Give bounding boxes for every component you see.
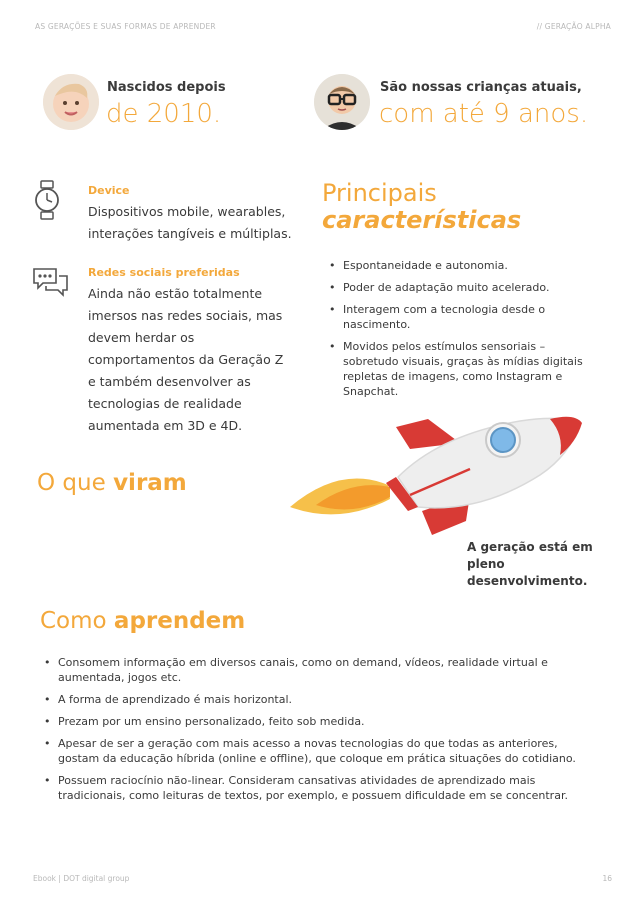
device-text: Dispositivos mobile, wearables, interações tangíveis e múltiplas. (88, 204, 292, 241)
what-they-saw-heading (37, 470, 187, 496)
rocket-caption: A geração está em pleno desenvolvimento. (467, 540, 593, 588)
running-header-right: // GERAÇÃO ALPHA (536, 22, 611, 31)
how-they-learn-list (42, 655, 602, 810)
list-item: • Poder de adaptação muito acelerado. (343, 280, 597, 295)
child-glasses-avatar (314, 74, 370, 130)
list-item: • Espontaneidade e autonomia. (343, 258, 597, 273)
list-item: • Interagem com a tecnologia desde o nascimento. (343, 302, 597, 332)
page-number: 16 (602, 874, 612, 883)
watch-icon (33, 180, 61, 224)
how-they-learn-bold: aprendem (113, 608, 246, 634)
what-they-saw-bold: viram (113, 470, 187, 496)
how-they-learn-heading (40, 608, 245, 634)
social-text: Ainda não estão totalmente imersos nas redes sociais, mas devem herdar os comportamentos da Geração Z e também desenvolver as tecnologias de realidade aumentada em 3D e 4D. (88, 286, 284, 433)
how-they-learn-prefix: Como (40, 608, 114, 634)
list-item: • Movidos pelos estímulos sensoriais – sobretudo visuais, graças às mídias digitais repletas de imagens, como Instagram e Snapchat. (343, 339, 597, 399)
what-they-saw-prefix: O que (37, 470, 114, 496)
characteristics-heading (322, 180, 521, 234)
born-year-heading: de 2010. (106, 99, 222, 129)
current-children-label: São nossas crianças atuais, (380, 80, 582, 95)
characteristics-heading-line1: Principais (322, 179, 437, 207)
baby-avatar (43, 74, 99, 130)
device-title: Device (88, 184, 130, 197)
list-item: • Possuem raciocínio não-linear. Consideram cansativas atividades de aprendizado mais tradicionais, como leituras de textos, por exemplo, e possuem dificuldade em se concentrar. (58, 773, 602, 803)
social-title: Redes sociais preferidas (88, 266, 240, 279)
age-heading: com até 9 anos. (379, 99, 589, 129)
footer-credit: Ebook | DOT digital group (33, 874, 130, 883)
list-item: • Prezam por um ensino personalizado, feito sob medida. (58, 714, 602, 729)
list-item: • A forma de aprendizado é mais horizontal. (58, 692, 602, 707)
characteristics-heading-line2: características (322, 206, 522, 234)
characteristics-list (327, 258, 597, 406)
list-item: • Apesar de ser a geração com mais acesso a novas tecnologias do que todas as anteriores, gostam da educação híbrida (online e offline), que coloque em prática situações do cotidiano. (58, 736, 602, 766)
chat-bubbles-icon (31, 266, 71, 306)
running-header-left: AS GERAÇÕES E SUAS FORMAS DE APRENDER (35, 22, 216, 31)
rocket-illustration (270, 395, 610, 549)
list-item: • Consomem informação em diversos canais, como on demand, vídeos, realidade virtual e aumentada, jogos etc. (58, 655, 602, 685)
born-after-label: Nascidos depois (107, 80, 226, 95)
